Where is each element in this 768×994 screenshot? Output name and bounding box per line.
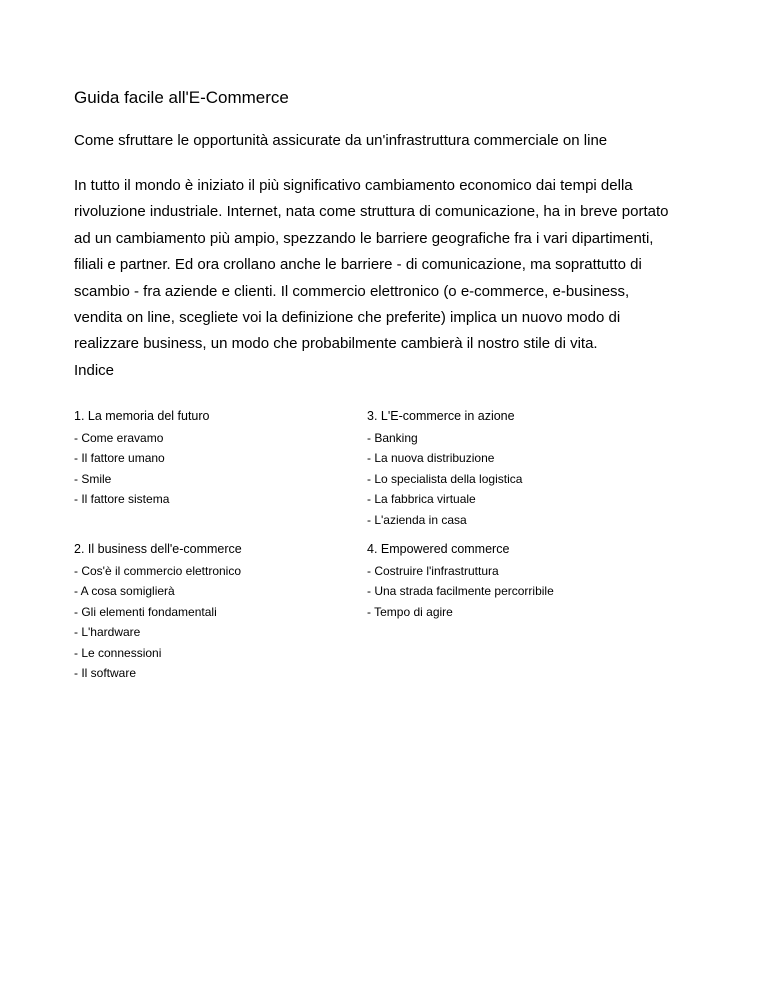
intro-line: realizzare business, un modo che probabilmente cambierà il nostro stile di vita. [74, 335, 598, 353]
intro-line: ad un cambiamento più ampio, spezzando le barriere geografiche fra i vari dipartimenti, [74, 229, 654, 247]
index-item: - Lo specialista della logistica [367, 471, 523, 486]
index-item: - L'azienda in casa [367, 512, 467, 527]
index-item: - Il fattore sistema [74, 492, 170, 506]
document-subtitle: Come sfruttare le opportunità assicurate da un'infrastruttura commerciale on line [74, 132, 608, 149]
index-section-1 [74, 406, 354, 510]
index-item: - Costruire l'infrastruttura [367, 563, 499, 578]
intro-line: scambio - fra aziende e clienti. Il commercio elettronico (o e-commerce, e-business, [74, 282, 630, 300]
index-item: - Banking [367, 430, 418, 445]
intro-line: In tutto il mondo è iniziato il più significativo cambiamento economico dai tempi della [74, 177, 633, 194]
index-section-4 [367, 539, 647, 622]
index-item: - Una strada facilmente percorribile [367, 584, 554, 598]
index-item: - La fabbrica virtuale [367, 492, 476, 506]
index-item: - L'hardware [74, 625, 141, 639]
index-item: - Come eravamo [74, 430, 164, 445]
index-item: - Tempo di agire [367, 604, 453, 619]
intro-line: vendita on line, scegliete voi la definizione che preferite) implica un nuovo modo di [74, 309, 621, 327]
index-item: - Il fattore umano [74, 451, 165, 465]
index-section-title: 3. L'E-commerce in azione [367, 409, 515, 423]
index-section-2 [74, 539, 354, 684]
index-section-3 [367, 406, 647, 530]
index-item: - A cosa somiglierà [74, 584, 175, 598]
index-item: - Smile [74, 471, 112, 486]
index-heading: Indice [74, 362, 115, 379]
intro-paragraph [74, 173, 704, 358]
index-section-title: 1. La memoria del futuro [74, 409, 210, 423]
intro-line: filiali e partner. Ed ora crollano anche le barriere - di comunicazione, ma soprattutto di [74, 256, 642, 274]
index-item: - La nuova distribuzione [367, 451, 495, 465]
index-item: - Le connessioni [74, 645, 162, 660]
index-section-title: 4. Empowered commerce [367, 542, 510, 556]
index-section-title: 2. Il business dell'e-commerce [74, 542, 242, 556]
index-item: - Il software [74, 666, 137, 680]
index-item: - Cos'è il commercio elettronico [74, 563, 242, 578]
intro-line: rivoluzione industriale. Internet, nata come struttura di comunicazione, ha in breve portato [74, 203, 669, 221]
document-title: Guida facile all'E-Commerce [74, 88, 289, 107]
index-item: - Gli elementi fondamentali [74, 604, 217, 619]
